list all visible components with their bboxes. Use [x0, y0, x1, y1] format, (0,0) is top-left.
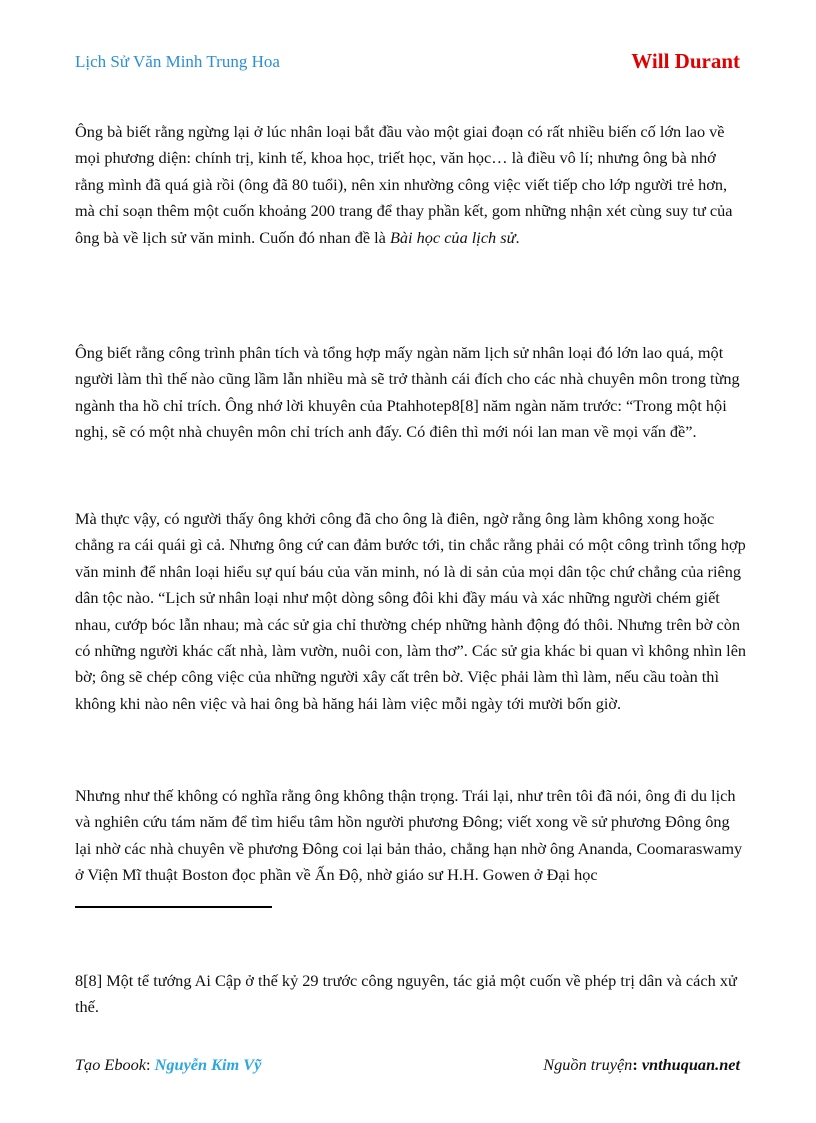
paragraph-2: Ông biết rằng công trình phân tích và tổng hợp mấy ngàn năm lịch sử nhân loại đó lớn lao quá, một người làm thì thế nào cũng lầm lẫn nhiều mà sẽ trở thành cái đích cho các nhà chuyên môn trong từng ngành tha hồ chỉ trích. Ông nhớ lời khuyên của Ptahhotep8[8] năm ngàn năm trước: “Trong một hội nghị, sẽ có một nhà chuyên môn chỉ trích anh đấy. Có điên thì mới nói lan man về mọi vấn đề”. [75, 343, 740, 442]
footnote: 8[8] Một tể tướng Ai Cập ở thế kỷ 29 trước công nguyên, tác giả một cuốn về phép trị dân và cách xử thế. [75, 971, 737, 1017]
source-label: Nguồn truyện [543, 1055, 633, 1074]
paragraph-1-end: . [515, 227, 520, 247]
book-title-italic: Bài học của lịch sử [389, 227, 516, 247]
paragraph-3: Mà thực vậy, có người thấy ông khởi công đã cho ông là điên, ngờ rằng ông làm không xong hoặc chẳng ra cái quái gì cả. Nhưng ông cứ can đảm bước tới, tin chắc rằng phải có một công trình tổng hợp văn minh để nhân loại hiểu sự quí báu của văn minh, nó là di sản của mọi dân tộc chứ chẳng của riêng dân tộc nào. “Lịch sử nhân loại như một dòng sông đôi khi đầy máu và xác những người chém giết nhau, cướp bóc lẫn nhau; mà các sử gia chỉ thường chép những hành động đó thôi. Nhưng trên bờ còn có những người khác cất nhà, làm vườn, nuôi con, làm thơ”. Các sử gia khác bi quan vì không nhìn lên bờ; ông sẽ chép công việc của những người xây cất trên bờ. Việc phải làm thì làm, nếu cầu toàn thì không khi nào nên việc và hai ông bà hăng hái làm việc mỗi ngày tới mười bốn giờ. [75, 509, 747, 713]
ebook-label: Tạo Ebook [75, 1055, 146, 1074]
author-name: Will Durant [631, 49, 740, 73]
paragraph-1 [75, 119, 747, 251]
paragraph-1-text: Ông bà biết rằng ngừng lại ở lúc nhân loại bắt đầu vào một giai đoạn có rất nhiều biến cố lớn lao về mọi phương diện: chính trị, kinh tế, khoa học, triết học, văn học… là điều vô lí; nhưng ông bà nhớ rằng mình đã quá già rồi (ông đã 80 tuổi), nên xin nhường công việc viết tiếp cho lớp người trẻ hơn, mà chỉ soạn thêm một cuốn khoảng 200 trang để thay phần kết, gom những nhận xét cùng suy tư của ông bà về lịch sử văn minh. Cuốn đó nhan đề là [75, 122, 733, 247]
paragraph-4: Nhưng như thế không có nghĩa rằng ông không thận trọng. Trái lại, như trên tôi đã nói, ông đi du lịch và nghiên cứu tám năm để tìm hiểu tâm hồn người phương Đông; viết xong về sử phương Đông ông lại nhờ các nhà chuyên về phương Đông coi lại bản thảo, chẳng hạn nhờ ông Ananda, Coomaraswamy ở Viện Mĩ thuật Boston đọc phần về Ấn Độ, nhờ giáo sư H.H. Gowen ở Đại học [75, 786, 743, 885]
ebook-creator-name: Nguyễn Kim Vỹ [154, 1055, 262, 1074]
source-credit: Nguồn truyện: vnthuquan.net [543, 1055, 740, 1074]
ebook-credit: Tạo Ebook: Nguyễn Kim Vỹ [75, 1055, 262, 1074]
footnote-divider [75, 906, 272, 908]
book-title: Lịch Sử Văn Minh Trung Hoa [75, 52, 280, 71]
source-site[interactable]: vnthuquan.net [641, 1055, 740, 1074]
